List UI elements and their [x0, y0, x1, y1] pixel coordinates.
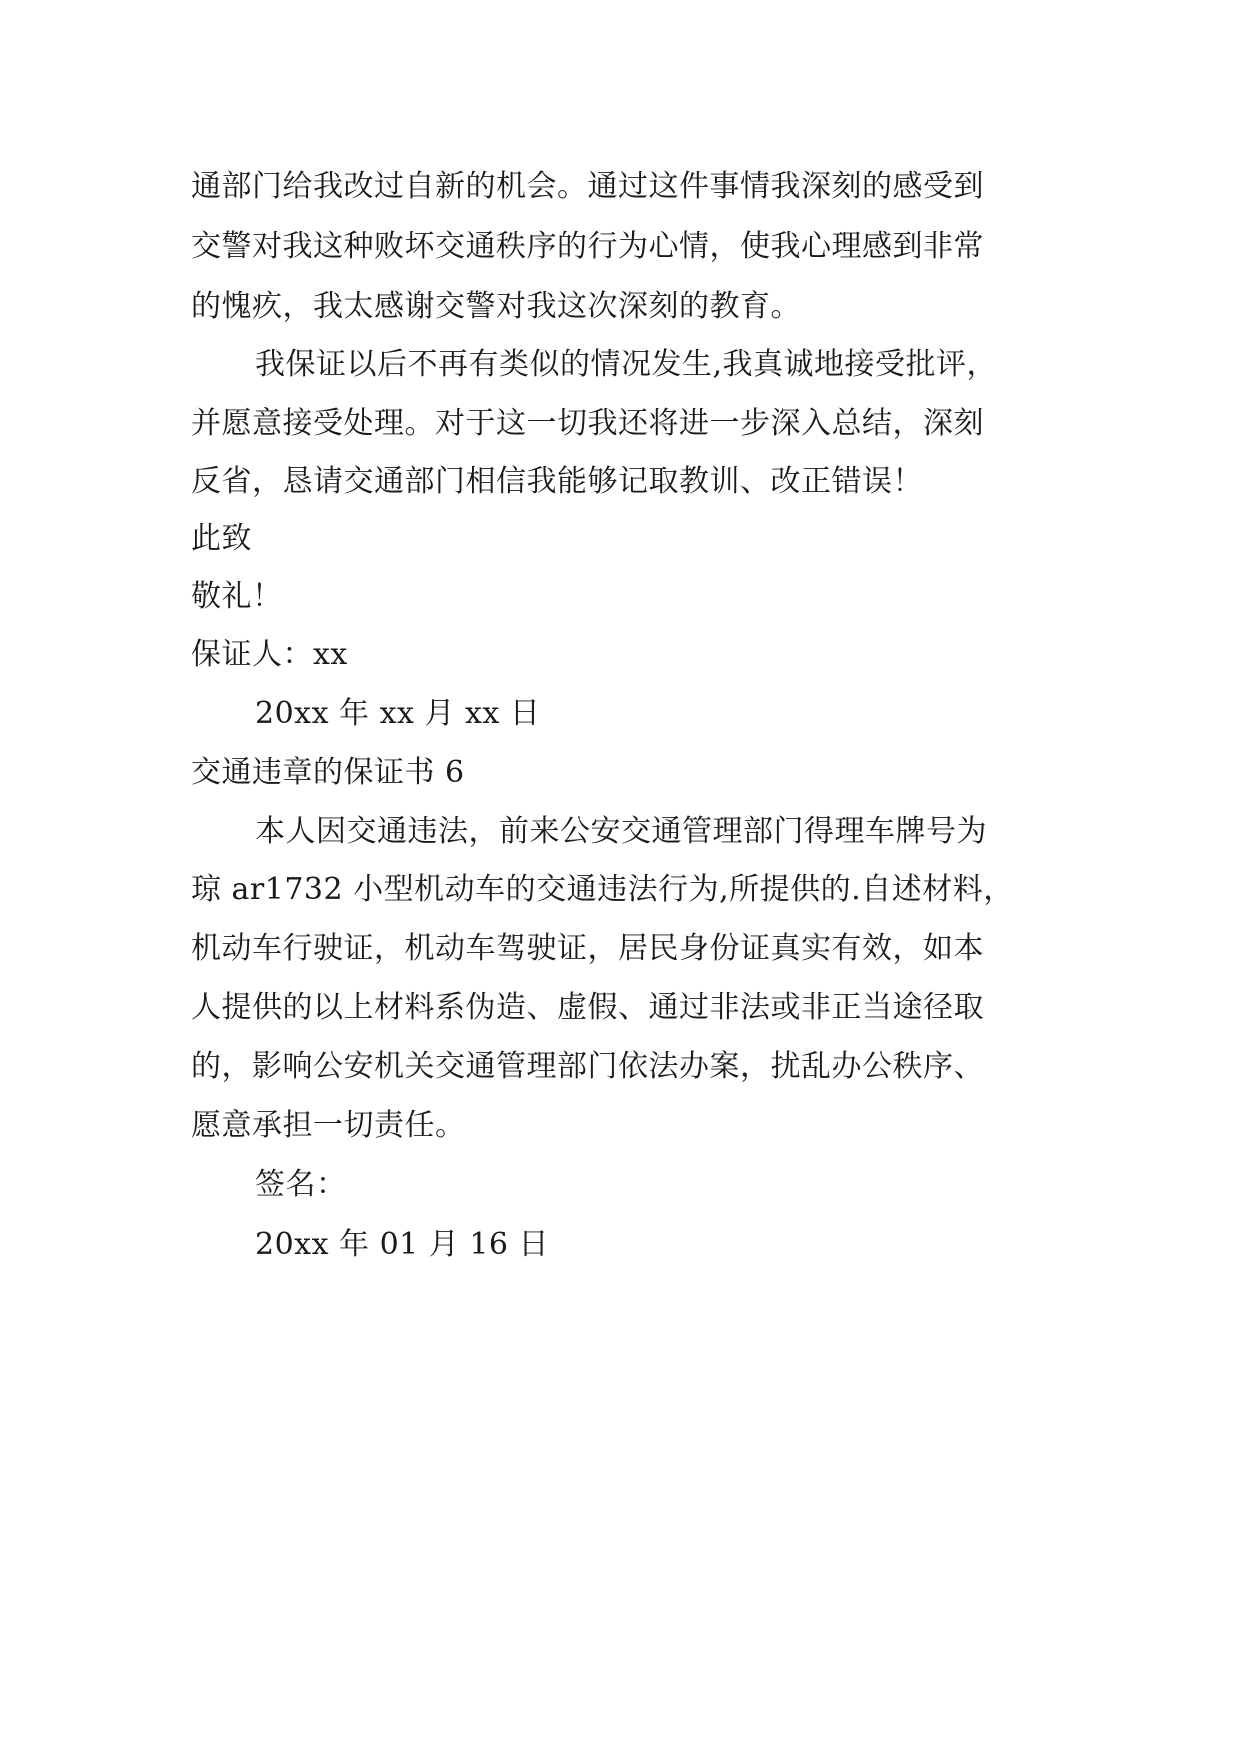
paragraph-line-8: 琼 ar1732 小型机动车的交通违法行为,所提供的.自述材料，	[191, 872, 1014, 907]
paragraph-line-1: 通部门给我改过自新的机会。通过这件事情我深刻的感受到	[191, 169, 984, 204]
paragraph-line-7: 本人因交通违法，前来公安交通管理部门得理车牌号为	[255, 814, 987, 849]
paragraph-line-2: 交警对我这种败坏交通秩序的行为心情，使我心理感到非常	[191, 229, 984, 264]
closing-salutation: 此致	[191, 521, 252, 556]
paragraph-line-12: 愿意承担一切责任。	[191, 1108, 466, 1143]
signature-date: 20xx 年 01 月 16 日	[255, 1227, 550, 1262]
closing-regards: 敬礼！	[191, 579, 283, 614]
paragraph-line-4: 我保证以后不再有类似的情况发生,我真诚地接受批评，	[255, 347, 998, 382]
paragraph-line-10: 人提供的以上材料系伪造、虚假、通过非法或非正当途径取	[191, 990, 984, 1025]
section-title: 交通违章的保证书 6	[191, 755, 465, 790]
paragraph-line-9: 机动车行驶证，机动车驾驶证，居民身份证真实有效，如本	[191, 931, 984, 966]
paragraph-line-6: 反省，恳请交通部门相信我能够记取教训、改正错误！	[191, 464, 923, 499]
paragraph-line-5: 并愿意接受处理。对于这一切我还将进一步深入总结，深刻	[191, 406, 984, 441]
paragraph-line-11: 的，影响公安机关交通管理部门依法办案，扰乱办公秩序、	[191, 1049, 984, 1084]
guarantor-line: 保证人：xx	[191, 637, 348, 672]
signature-label: 签名：	[255, 1167, 347, 1202]
paragraph-line-3: 的愧疚，我太感谢交警对我这次深刻的教育。	[191, 289, 801, 324]
date-line: 20xx 年 xx 月 xx 日	[255, 696, 541, 731]
